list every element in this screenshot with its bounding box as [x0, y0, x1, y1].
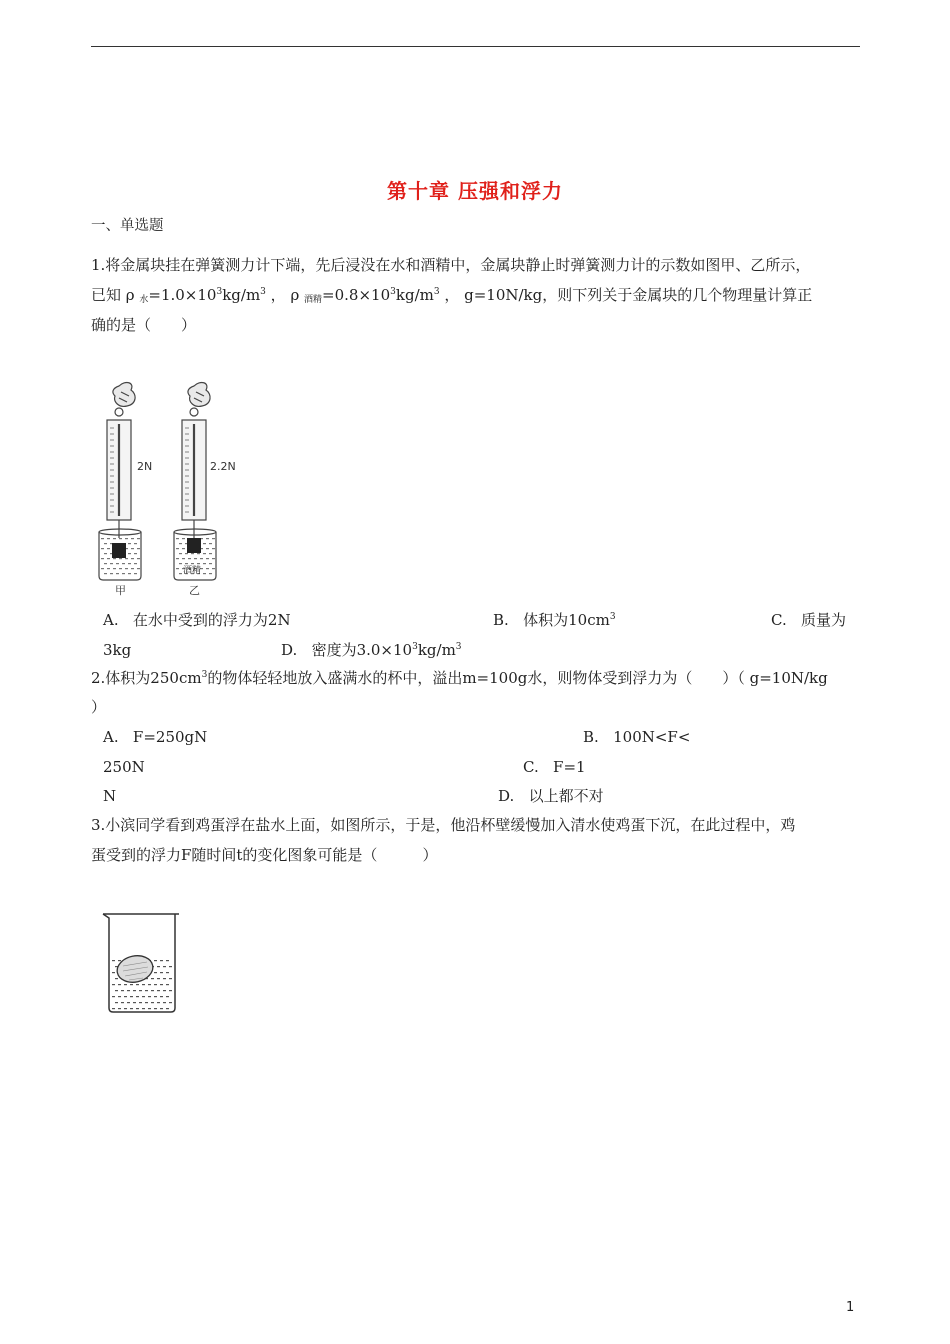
- liquid-mark: [137, 568, 140, 569]
- liquid-mark: [157, 1002, 160, 1003]
- q2-option-c-cont: N: [103, 787, 117, 805]
- q2-option-b: B. 100N<F<: [583, 728, 691, 746]
- liquid-mark: [119, 558, 122, 559]
- q3-stem-line2: 蛋受到的浮力F随时间t的变化图象可能是（ ）: [91, 846, 438, 864]
- liquid-mark: [197, 563, 200, 564]
- liquid-mark: [133, 1002, 136, 1003]
- liquid-mark: [107, 548, 110, 549]
- liquid-mark: [104, 553, 107, 554]
- liquid-mark: [115, 1002, 118, 1003]
- q2-stem-line1: 2.体积为$250cm^3$的物体轻轻地放入盛满水的杯中，溢出m=100g水，则物体受到浮力为（ ）（ g=10N/kg: [91, 669, 828, 687]
- label-right: 乙: [189, 584, 200, 597]
- liquid-mark: [160, 996, 163, 997]
- liquid-mark: [176, 538, 179, 539]
- liquid-mark: [122, 573, 125, 574]
- liquid-mark: [160, 1008, 163, 1009]
- liquid-mark: [157, 978, 160, 979]
- liquid-mark: [131, 548, 134, 549]
- liquid-mark: [169, 990, 172, 991]
- q1-stem-line1: 1.将金属块挂在弹簧测力计下端，先后浸没在水和酒精中，金属块静止时弹簧测力计的示数如图甲、乙所示，: [91, 256, 811, 274]
- section-heading: 一、单选题: [91, 218, 164, 234]
- liquid-mark: [169, 966, 172, 967]
- liquid-mark: [130, 1008, 133, 1009]
- liquid-mark: [203, 573, 206, 574]
- liquid-mark: [179, 563, 182, 564]
- liquid-mark: [122, 563, 125, 564]
- liquid-mark: [191, 553, 194, 554]
- liquid-mark: [118, 984, 121, 985]
- liquid-mark: [116, 563, 119, 564]
- liquid-mark: [203, 563, 206, 564]
- liquid-mark: [112, 984, 115, 985]
- liquid-mark: [145, 990, 148, 991]
- liquid-mark: [128, 553, 131, 554]
- q1-option-a: A. 在水中受到的浮力为2N: [103, 611, 291, 629]
- liquid-mark: [134, 543, 137, 544]
- liquid-mark: [113, 568, 116, 569]
- liquid-mark: [107, 538, 110, 539]
- liquid-mark: [191, 563, 194, 564]
- liquid-mark: [131, 558, 134, 559]
- liquid-mark: [118, 960, 121, 961]
- liquid-mark: [212, 538, 215, 539]
- beaker-egg-figure: [101, 908, 183, 1016]
- liquid-mark: [116, 573, 119, 574]
- liquid-mark: [203, 543, 206, 544]
- liquid-mark: [185, 563, 188, 564]
- liquid-mark: [136, 996, 139, 997]
- q1-option-d: D. 密度为$3.0\times 10^3kg/m^3$: [281, 641, 462, 659]
- liquid-mark: [209, 563, 212, 564]
- liquid-mark: [209, 573, 212, 574]
- header-rule: [91, 46, 860, 47]
- liquid-mark: [113, 538, 116, 539]
- liquid-mark: [157, 966, 160, 967]
- reading-right: 2.2N: [210, 460, 236, 473]
- liquid-mark: [112, 996, 115, 997]
- liquid-mark: [166, 996, 169, 997]
- liquid-mark: [154, 972, 157, 973]
- q1-option-c-cont: 3kg: [103, 641, 132, 659]
- liquid-mark: [119, 568, 122, 569]
- liquid-mark: [160, 960, 163, 961]
- liquid-mark: [166, 984, 169, 985]
- liquid-mark: [101, 548, 104, 549]
- liquid-mark: [137, 558, 140, 559]
- liquid-mark: [179, 553, 182, 554]
- liquid-mark: [121, 1002, 124, 1003]
- liquid-mark: [104, 563, 107, 564]
- liquid-mark: [121, 990, 124, 991]
- liquid-mark: [163, 966, 166, 967]
- liquid-mark: [163, 1002, 166, 1003]
- liquid-mark: [119, 538, 122, 539]
- liquid-mark: [154, 1008, 157, 1009]
- metal-block-right: [187, 538, 201, 553]
- liquid-mark: [101, 538, 104, 539]
- liquid-mark: [134, 553, 137, 554]
- liquid-mark: [128, 573, 131, 574]
- liquid-mark: [118, 996, 121, 997]
- liquid-mark: [194, 558, 197, 559]
- liquid-mark: [212, 568, 215, 569]
- liquid-mark: [136, 984, 139, 985]
- liquid-mark: [163, 978, 166, 979]
- metal-block-left: [112, 543, 126, 558]
- liquid-mark: [163, 990, 166, 991]
- q2-option-a: A. F=250gN: [103, 728, 208, 746]
- liquid-mark: [206, 548, 209, 549]
- liquid-mark: [127, 990, 130, 991]
- page-number: 1: [846, 1300, 855, 1315]
- liquid-label-right: 酒精: [183, 566, 202, 576]
- liquid-mark: [112, 1008, 115, 1009]
- liquid-mark: [133, 990, 136, 991]
- liquid-mark: [130, 996, 133, 997]
- q1-option-b: B. 体积为$10cm^3$: [493, 611, 616, 629]
- liquid-mark: [182, 538, 185, 539]
- liquid-mark: [166, 960, 169, 961]
- q2-stem-line2: ）: [91, 698, 107, 716]
- liquid-mark: [154, 996, 157, 997]
- liquid-mark: [107, 568, 110, 569]
- liquid-mark: [124, 996, 127, 997]
- q2-option-c: C. F=1: [523, 758, 586, 776]
- liquid-mark: [182, 558, 185, 559]
- liquid-mark: [104, 573, 107, 574]
- liquid-mark: [212, 548, 215, 549]
- liquid-mark: [203, 553, 206, 554]
- liquid-mark: [124, 1008, 127, 1009]
- liquid-mark: [148, 984, 151, 985]
- liquid-mark: [154, 960, 157, 961]
- liquid-mark: [151, 1002, 154, 1003]
- page-title: 第十章 压强和浮力: [387, 179, 563, 203]
- liquid-mark: [206, 538, 209, 539]
- liquid-mark: [118, 1008, 121, 1009]
- liquid-mark: [157, 990, 160, 991]
- liquid-mark: [209, 543, 212, 544]
- liquid-mark: [142, 984, 145, 985]
- liquid-mark: [125, 568, 128, 569]
- liquid-mark: [182, 548, 185, 549]
- liquid-mark: [130, 984, 133, 985]
- liquid-mark: [113, 558, 116, 559]
- liquid-mark: [131, 538, 134, 539]
- liquid-mark: [206, 558, 209, 559]
- liquid-mark: [185, 553, 188, 554]
- liquid-mark: [115, 978, 118, 979]
- liquid-mark: [179, 573, 182, 574]
- liquid-mark: [134, 573, 137, 574]
- spring-scale-figure: [91, 378, 261, 600]
- liquid-mark: [125, 538, 128, 539]
- liquid-mark: [112, 960, 115, 961]
- liquid-mark: [104, 543, 107, 544]
- liquid-mark: [139, 1002, 142, 1003]
- q1-stem-line2: 已知 ρ $_水=1.0\times 10^3kg/m^3$ ， ρ $_{酒精}=0.8\times 10^3kg/m^3$ ， g=10N/kg，则下列关于金属块的几个物理量计算正: [91, 286, 813, 305]
- liquid-mark: [209, 553, 212, 554]
- liquid-mark: [166, 1008, 169, 1009]
- liquid-mark: [127, 1002, 130, 1003]
- q1-option-c: C. 质量为: [771, 611, 847, 629]
- liquid-mark: [148, 1008, 151, 1009]
- liquid-mark: [154, 984, 157, 985]
- liquid-mark: [101, 568, 104, 569]
- liquid-mark: [160, 984, 163, 985]
- liquid-mark: [188, 558, 191, 559]
- liquid-mark: [134, 563, 137, 564]
- liquid-mark: [131, 568, 134, 569]
- liquid-mark: [101, 558, 104, 559]
- liquid-mark: [124, 984, 127, 985]
- liquid-mark: [169, 1002, 172, 1003]
- reading-left: 2N: [137, 460, 153, 473]
- liquid-mark: [176, 548, 179, 549]
- liquid-mark: [115, 990, 118, 991]
- label-left: 甲: [115, 584, 126, 597]
- liquid-mark: [160, 972, 163, 973]
- liquid-mark: [125, 558, 128, 559]
- liquid-mark: [206, 568, 209, 569]
- liquid-mark: [112, 972, 115, 973]
- liquid-mark: [142, 1008, 145, 1009]
- liquid-mark: [212, 558, 215, 559]
- liquid-mark: [151, 978, 154, 979]
- liquid-mark: [142, 996, 145, 997]
- liquid-mark: [137, 538, 140, 539]
- liquid-mark: [137, 548, 140, 549]
- liquid-mark: [176, 568, 179, 569]
- liquid-mark: [200, 558, 203, 559]
- liquid-mark: [145, 1002, 148, 1003]
- liquid-mark: [128, 543, 131, 544]
- liquid-mark: [176, 558, 179, 559]
- liquid-mark: [148, 996, 151, 997]
- liquid-mark: [166, 972, 169, 973]
- liquid-mark: [110, 573, 113, 574]
- q3-stem-line1: 3.小滨同学看到鸡蛋浮在盐水上面，如图所示，于是，他沿杯壁缓慢加入清水使鸡蛋下沉，在此过程中，鸡: [91, 816, 796, 834]
- liquid-mark: [179, 543, 182, 544]
- q2-option-b-cont: 250N: [103, 758, 145, 776]
- liquid-mark: [169, 978, 172, 979]
- liquid-mark: [128, 563, 131, 564]
- liquid-mark: [197, 553, 200, 554]
- q1-stem-line3: 确的是（ ）: [91, 316, 197, 334]
- liquid-mark: [107, 558, 110, 559]
- liquid-mark: [110, 563, 113, 564]
- q2-option-d: D. 以上都不对: [498, 787, 604, 805]
- liquid-mark: [139, 990, 142, 991]
- liquid-mark: [151, 990, 154, 991]
- liquid-mark: [136, 1008, 139, 1009]
